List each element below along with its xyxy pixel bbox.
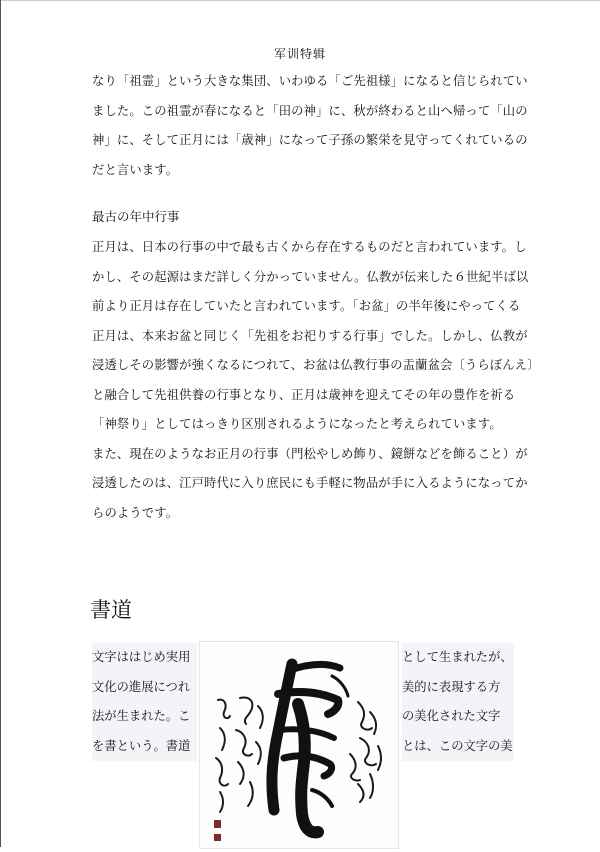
paragraph-oldest-event <box>92 233 540 528</box>
text-line: 正月は、日本の行事の中で最も古くから存在するものだと言われています。し <box>92 240 527 254</box>
seal-stamp <box>214 834 221 841</box>
subheading: 最古の年中行事 <box>92 209 180 224</box>
right-inscription <box>350 702 381 802</box>
text-line: 正月は、本来お盆と同じく「先祖をお祀りする行事」でした。しかし、仏教が <box>92 328 528 343</box>
text-line: を書という。書道 <box>92 738 191 753</box>
section-title: 書道 <box>90 598 132 622</box>
calligraphy-drawing <box>200 642 398 848</box>
text-line: らのようです。 <box>92 505 179 520</box>
text-line: 文化の進展につれ <box>92 679 191 694</box>
text-line: だと言います。 <box>92 162 179 177</box>
text-line: として生まれたが、 <box>402 650 513 664</box>
text-line: 浸透しその影響が強くなるにつれて、お盆は仏教行事の盂蘭盆会〔うらぼんえ〕 <box>92 358 540 372</box>
text-line: とは、この文字の美 <box>402 738 513 753</box>
page-header: 军训特辑 <box>273 47 326 61</box>
calligraphy-artwork-icon <box>199 641 399 849</box>
left-inscription <box>216 697 263 812</box>
text-column-left <box>92 643 197 761</box>
text-line: の美化された文字 <box>402 709 501 723</box>
text-line: と融合して先祖供養の行事となり、正月は歳神を迎えてその年の豊作を祈る <box>92 387 516 402</box>
text-line: 神」に、そして正月には「歳神」になって子孫の繁栄を見守ってくれているの <box>92 133 528 147</box>
paragraph-ancestors <box>92 67 528 185</box>
text-line: 法が生まれた。こ <box>92 709 191 723</box>
text-line: 前より正月は存在していたと言われています。「お盆」の半年後にやってくる <box>92 299 521 313</box>
seal-stamp <box>214 820 221 828</box>
text-line: 美的に表現する方 <box>402 679 501 694</box>
text-line: なり「祖霊」という大きな集団、いわゆる「ご先祖様」になると信じられてい <box>92 74 528 88</box>
text-line: また、現在のようなお正月の行事（門松やしめ飾り、鏡餅などを飾ること）が <box>92 446 528 461</box>
text-line: 文字ははじめ実用 <box>92 650 191 664</box>
page-left-border <box>0 0 1 847</box>
text-column-right <box>402 643 514 761</box>
text-line: 「神祭り」としてはっきり区別されるようになったと考えられています。 <box>92 417 502 431</box>
text-line: 浸透したのは、江戸時代に入り庶民にも手軽に物品が手に入るようになってか <box>92 476 528 490</box>
main-character <box>272 664 348 832</box>
text-line: ました。この祖霊が春になると「田の神」に、秋が終わると山へ帰って「山の <box>92 103 528 118</box>
text-line: かし、その起源はまだ詳しく分かっていません。仏教が伝来した６世紀半ば以 <box>92 269 529 284</box>
page-top-border <box>0 0 600 1</box>
